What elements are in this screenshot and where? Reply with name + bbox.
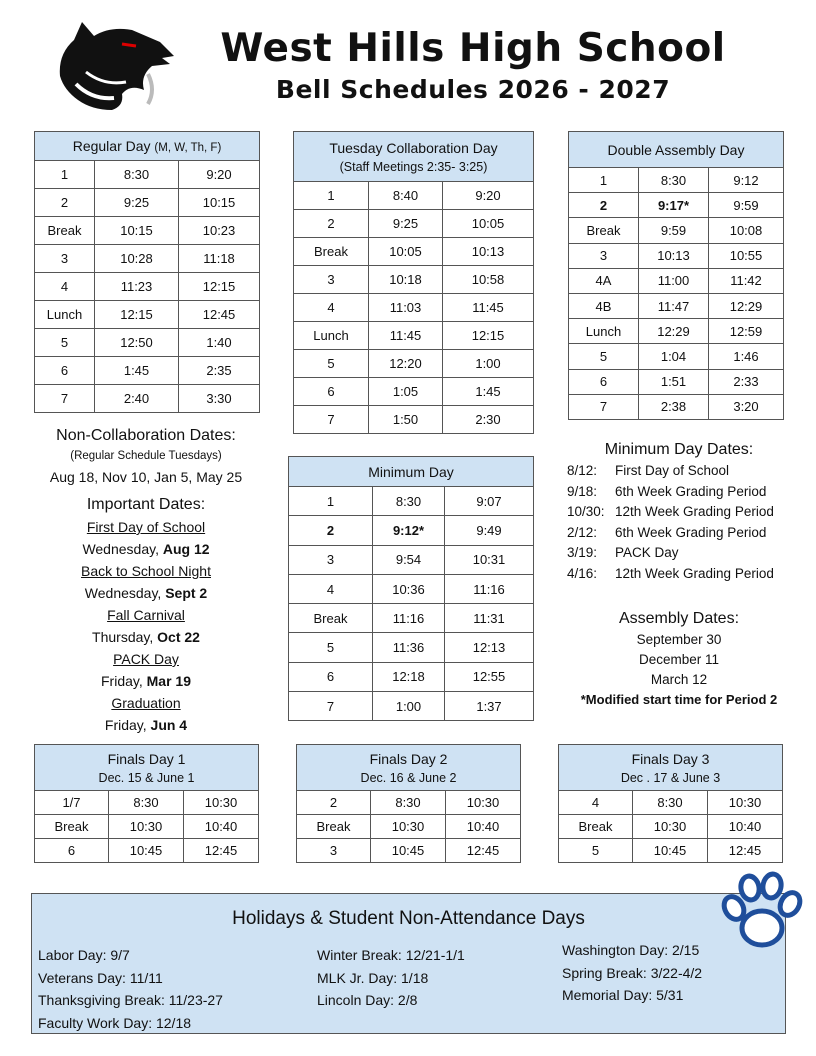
important-date: Jun 4 (150, 717, 188, 733)
table-cell: 9:59 (709, 193, 784, 218)
table-cell: 12:29 (709, 293, 784, 318)
assembly-note: *Modified start time for Period 2 (580, 692, 778, 707)
table-row (559, 839, 783, 863)
table-cell: 2 (289, 516, 373, 545)
holiday-item: Veterans Day: 11/11 (38, 969, 163, 986)
table-cell: 12:13 (445, 633, 534, 662)
table-cell: Lunch (569, 319, 639, 344)
table-row (569, 218, 784, 243)
table-row (294, 322, 534, 350)
table-cell: 11:42 (709, 268, 784, 293)
holiday-item: Memorial Day: 5/31 (562, 987, 684, 1003)
table-cell: 10:05 (443, 210, 534, 238)
finals-day-1-header: Finals Day 1 Dec. 15 & June 1 (35, 745, 259, 791)
finals-day-3-table (558, 744, 783, 863)
table-cell: 12:55 (445, 662, 534, 691)
table-cell: 10:30 (371, 815, 446, 839)
table-cell: 5 (294, 350, 369, 378)
table-cell: 10:30 (633, 815, 708, 839)
table-row (35, 273, 260, 301)
table-row (294, 182, 534, 210)
table-row (35, 839, 259, 863)
table-cell: 8:30 (109, 791, 184, 815)
table-row (297, 839, 521, 863)
table-cell: Break (289, 604, 373, 633)
table-cell: 7 (294, 406, 369, 434)
table-cell: 11:36 (373, 633, 445, 662)
table-cell: 11:00 (639, 268, 709, 293)
table-cell: 11:16 (445, 574, 534, 603)
table-row (569, 293, 784, 318)
table-cell: 12:45 (708, 839, 783, 863)
important-date-line (30, 582, 262, 604)
important-dates-title: Important Dates: (86, 496, 206, 513)
page-title: West Hills High School (220, 26, 726, 71)
table-cell: 10:36 (373, 574, 445, 603)
table-cell: 10:30 (446, 791, 521, 815)
table-cell: 1 (289, 487, 373, 516)
table-cell: 1:51 (639, 369, 709, 394)
minimum-date-row (567, 502, 807, 523)
table-cell: 4 (35, 273, 95, 301)
table-row (297, 815, 521, 839)
table-cell: 7 (289, 692, 373, 721)
table-cell: Break (35, 815, 109, 839)
table-cell: 9:59 (639, 218, 709, 243)
holiday-item: Lincoln Day: 2/8 (317, 992, 418, 1008)
minimum-date-label: 6th Week Grading Period (615, 524, 767, 540)
assembly-dates (566, 608, 792, 710)
minimum-date-row (567, 523, 807, 544)
minimum-date: 8/12: (567, 463, 598, 478)
table-cell: 9:12 (709, 168, 784, 193)
minimum-date-row (567, 543, 807, 564)
table-row (294, 406, 534, 434)
minimum-day-header: Minimum Day (289, 457, 534, 487)
tuesday-collaboration-table (293, 131, 534, 434)
table-cell: 10:30 (708, 791, 783, 815)
table-cell: 12:45 (446, 839, 521, 863)
table-cell: 12:45 (184, 839, 259, 863)
table-cell: 11:45 (369, 322, 443, 350)
table-cell: 3 (294, 266, 369, 294)
table-row (569, 193, 784, 218)
table-cell: 8:30 (633, 791, 708, 815)
table-row (35, 357, 260, 385)
finals-day-1-table (34, 744, 259, 863)
table-row (569, 168, 784, 193)
table-cell: 5 (35, 329, 95, 357)
table-cell: Break (297, 815, 371, 839)
table-row (35, 189, 260, 217)
assembly-date: December 11 (638, 652, 720, 667)
holidays-column-1 (38, 944, 223, 1034)
holidays-column-3 (562, 939, 702, 1007)
important-day: Thursday, (92, 629, 158, 645)
double-assembly-table (568, 131, 784, 420)
table-cell: 9:20 (443, 182, 534, 210)
table-cell: 2:38 (639, 394, 709, 419)
table-cell: 11:45 (443, 294, 534, 322)
table-row (289, 487, 534, 516)
paw-print-icon (712, 864, 808, 960)
table-cell: 10:05 (369, 238, 443, 266)
table-cell: Lunch (35, 301, 95, 329)
table-cell: 10:58 (443, 266, 534, 294)
non-collaboration-dates (30, 426, 262, 488)
table-cell: 11:31 (445, 604, 534, 633)
important-event: Graduation (111, 695, 181, 711)
important-day: Friday, (104, 717, 151, 733)
table-cell: 3:30 (179, 385, 260, 413)
table-cell: 9:12* (373, 516, 445, 545)
table-cell: 10:13 (639, 243, 709, 268)
table-cell: 1:45 (95, 357, 179, 385)
tuesday-collaboration-header: Tuesday Collaboration Day (Staff Meetings 2:35- 3:25) (294, 132, 534, 182)
important-dates (30, 494, 262, 736)
table-row (35, 791, 259, 815)
table-cell: 1:00 (443, 350, 534, 378)
table-cell: 8:30 (95, 161, 179, 189)
table-cell: 6 (289, 662, 373, 691)
table-cell: 5 (559, 839, 633, 863)
important-day: Wednesday, (82, 541, 163, 557)
table-cell: 2:40 (95, 385, 179, 413)
table-cell: 5 (289, 633, 373, 662)
holidays-column-2 (317, 944, 465, 1012)
important-event: Back to School Night (81, 563, 211, 579)
table-cell: 1:04 (639, 344, 709, 369)
important-day: Wednesday, (84, 585, 166, 601)
table-cell: 7 (569, 394, 639, 419)
table-cell: 3:20 (709, 394, 784, 419)
minimum-day-dates-list (567, 461, 807, 584)
table-row (35, 245, 260, 273)
table-cell: 12:50 (95, 329, 179, 357)
important-day: Friday, (101, 673, 147, 689)
wolf-logo-icon (52, 14, 176, 112)
assembly-date: September 30 (636, 632, 722, 647)
table-row (289, 516, 534, 545)
regular-day-header: Regular Day (M, W, Th, F) (35, 132, 260, 161)
table-cell: 10:55 (709, 243, 784, 268)
minimum-day-table (288, 456, 534, 721)
table-cell: 6 (294, 378, 369, 406)
table-cell: 1:00 (373, 692, 445, 721)
table-cell: 2:30 (443, 406, 534, 434)
important-event: First Day of School (86, 519, 206, 535)
table-cell: 1:37 (445, 692, 534, 721)
table-row (35, 217, 260, 245)
assembly-date: March 12 (650, 672, 708, 687)
minimum-date-row (567, 564, 807, 585)
holiday-item: Winter Break: 12/21-1/1 (317, 947, 465, 963)
table-row (569, 319, 784, 344)
important-date-line (30, 538, 262, 560)
table-cell: 1:05 (369, 378, 443, 406)
table-cell: Break (559, 815, 633, 839)
minimum-date: 3/19: (567, 545, 598, 560)
table-cell: 12:18 (373, 662, 445, 691)
important-event: Fall Carnival (107, 607, 185, 623)
table-cell: 3 (297, 839, 371, 863)
table-cell: 9:20 (179, 161, 260, 189)
table-cell: 4 (289, 574, 373, 603)
table-cell: 8:30 (639, 168, 709, 193)
table-row (569, 344, 784, 369)
table-cell: 2 (35, 189, 95, 217)
important-date: Sept 2 (165, 585, 208, 601)
table-cell: 2 (294, 210, 369, 238)
table-row (294, 210, 534, 238)
table-row (35, 301, 260, 329)
holiday-item: Spring Break: 3/22-4/2 (562, 964, 703, 981)
minimum-date-row (567, 461, 807, 482)
table-row (569, 243, 784, 268)
table-cell: 4 (559, 791, 633, 815)
table-cell: Break (35, 217, 95, 245)
table-cell: 10:30 (184, 791, 259, 815)
table-cell: 1 (569, 168, 639, 193)
table-cell: Lunch (294, 322, 369, 350)
table-row (35, 385, 260, 413)
important-date-line (30, 626, 262, 648)
minimum-date-row (567, 482, 807, 503)
table-cell: 3 (35, 245, 95, 273)
table-row (35, 329, 260, 357)
minimum-date-label: 12th Week Grading Period (615, 565, 774, 581)
minimum-date: 10/30: (567, 504, 605, 519)
table-row (559, 815, 783, 839)
table-cell: 10:31 (445, 545, 534, 574)
table-cell: 9:49 (445, 516, 534, 545)
table-cell: 5 (569, 344, 639, 369)
table-cell: 1 (35, 161, 95, 189)
table-row (35, 161, 260, 189)
table-row (294, 238, 534, 266)
table-cell: 6 (569, 369, 639, 394)
table-cell: 1:40 (179, 329, 260, 357)
table-cell: 7 (35, 385, 95, 413)
minimum-date: 9/18: (567, 483, 598, 499)
minimum-date-label: First Day of School (615, 463, 730, 478)
table-cell: 9:07 (445, 487, 534, 516)
non-collaboration-note: (Regular Schedule Tuesdays) (70, 450, 222, 462)
important-date: Aug 12 (162, 541, 210, 557)
table-cell: 1/7 (35, 791, 109, 815)
table-cell: 10:15 (95, 217, 179, 245)
table-cell: 4A (569, 268, 639, 293)
finals-day-2-header: Finals Day 2 Dec. 16 & June 2 (297, 745, 521, 791)
minimum-date: 4/16: (567, 565, 598, 581)
table-row (569, 394, 784, 419)
table-cell: 6 (35, 357, 95, 385)
table-row (294, 266, 534, 294)
table-cell: 12:15 (179, 273, 260, 301)
table-row (569, 369, 784, 394)
table-cell: 10:40 (446, 815, 521, 839)
table-cell: 9:54 (373, 545, 445, 574)
table-row (289, 604, 534, 633)
table-row (569, 268, 784, 293)
table-cell: 10:45 (633, 839, 708, 863)
table-cell: 3 (569, 243, 639, 268)
holiday-item: MLK Jr. Day: 1/18 (317, 969, 429, 986)
important-event: PACK Day (113, 651, 179, 667)
table-cell: 12:59 (709, 319, 784, 344)
table-row (289, 574, 534, 603)
table-cell: 8:40 (369, 182, 443, 210)
table-cell: 2:33 (709, 369, 784, 394)
table-row (294, 350, 534, 378)
important-date-line (30, 714, 262, 736)
table-row (559, 791, 783, 815)
table-row (289, 692, 534, 721)
table-cell: 2:35 (179, 357, 260, 385)
table-cell: 10:23 (179, 217, 260, 245)
assembly-dates-title: Assembly Dates: (618, 610, 740, 627)
non-collaboration-list: Aug 18, Nov 10, Jan 5, May 25 (49, 469, 243, 485)
table-cell: 10:45 (371, 839, 446, 863)
table-cell: 11:47 (639, 293, 709, 318)
finals-day-3-header: Finals Day 3 Dec . 17 & June 3 (559, 745, 783, 791)
holiday-item: Thanksgiving Break: 11/23-27 (38, 992, 223, 1008)
table-cell: 10:18 (369, 266, 443, 294)
table-cell: 11:23 (95, 273, 179, 301)
table-cell: 9:25 (369, 210, 443, 238)
table-cell: 10:15 (179, 189, 260, 217)
minimum-date: 2/12: (567, 524, 598, 540)
table-cell: 8:30 (371, 791, 446, 815)
table-cell: 1:46 (709, 344, 784, 369)
table-cell: 10:40 (184, 815, 259, 839)
double-assembly-header: Double Assembly Day (569, 132, 784, 168)
table-cell: 3 (289, 545, 373, 574)
table-cell: 12:15 (443, 322, 534, 350)
non-collaboration-title: Non-Collaboration Dates: (56, 427, 236, 444)
finals-day-2-table (296, 744, 521, 863)
table-cell: 10:28 (95, 245, 179, 273)
table-cell: 11:16 (373, 604, 445, 633)
table-cell: 11:18 (179, 245, 260, 273)
table-cell: 10:45 (109, 839, 184, 863)
minimum-date-label: PACK Day (615, 545, 679, 560)
holiday-item: Labor Day: 9/7 (38, 947, 130, 963)
table-cell: 12:15 (95, 301, 179, 329)
table-cell: 9:17* (639, 193, 709, 218)
table-row (294, 378, 534, 406)
table-cell: 4 (294, 294, 369, 322)
table-cell: 2 (297, 791, 371, 815)
table-cell: Break (569, 218, 639, 243)
table-row (294, 294, 534, 322)
table-row (289, 545, 534, 574)
table-cell: 2 (569, 193, 639, 218)
table-cell: 1:45 (443, 378, 534, 406)
table-cell: 10:13 (443, 238, 534, 266)
table-cell: 12:45 (179, 301, 260, 329)
holiday-item: Washington Day: 2/15 (562, 942, 700, 958)
table-row (35, 815, 259, 839)
minimum-day-dates-title: Minimum Day Dates: (604, 441, 754, 458)
holidays-box (31, 893, 786, 1034)
holidays-title: Holidays & Student Non-Attendance Days (232, 908, 585, 929)
page-subtitle: Bell Schedules 2026 - 2027 (275, 75, 671, 104)
important-date: Oct 22 (157, 629, 200, 645)
minimum-date-label: 12th Week Grading Period (615, 504, 774, 519)
table-row (289, 633, 534, 662)
table-cell: 10:30 (109, 815, 184, 839)
table-cell: 6 (35, 839, 109, 863)
important-date-line (30, 670, 262, 692)
table-cell: 9:25 (95, 189, 179, 217)
table-cell: 10:08 (709, 218, 784, 243)
table-row (289, 662, 534, 691)
table-cell: 10:40 (708, 815, 783, 839)
table-cell: 8:30 (373, 487, 445, 516)
table-cell: 4B (569, 293, 639, 318)
table-cell: Break (294, 238, 369, 266)
table-cell: 12:20 (369, 350, 443, 378)
table-cell: 1 (294, 182, 369, 210)
minimum-date-label: 6th Week Grading Period (615, 483, 767, 499)
important-date: Mar 19 (146, 673, 191, 689)
table-cell: 1:50 (369, 406, 443, 434)
table-row (297, 791, 521, 815)
regular-day-table (34, 131, 260, 413)
table-cell: 12:29 (639, 319, 709, 344)
holiday-item: Faculty Work Day: 12/18 (38, 1014, 192, 1031)
table-cell: 11:03 (369, 294, 443, 322)
